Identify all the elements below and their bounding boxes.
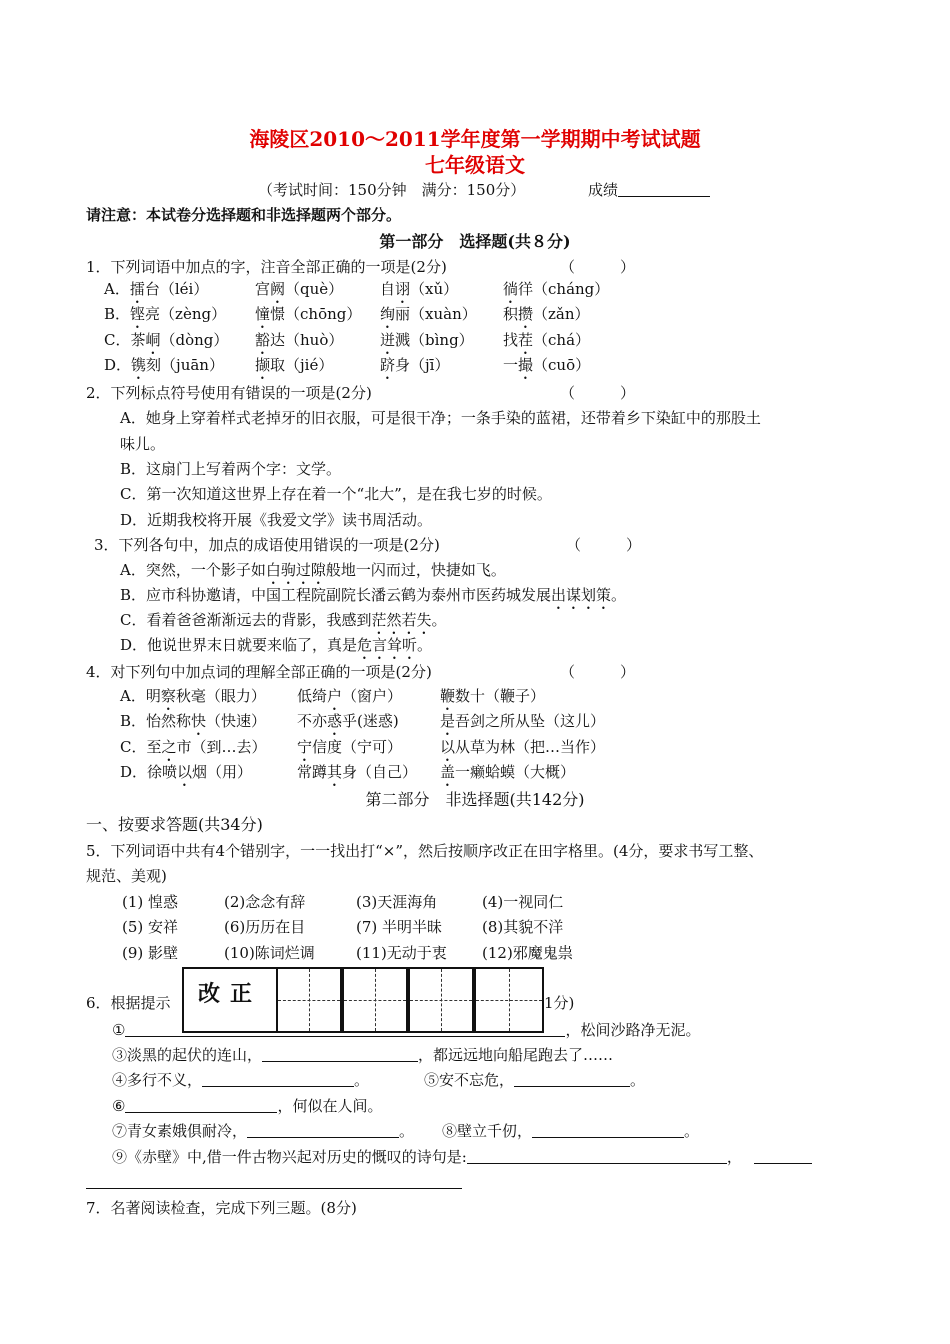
q1-option-0-1: [255, 279, 343, 307]
q1-option-2-1: [255, 330, 343, 358]
q1-dotted-char: 镌: [131, 356, 147, 374]
q5-word[interactable]: (12)邪魔鬼祟: [482, 944, 573, 962]
q1-word-post: 憬（chōng）: [270, 305, 362, 323]
q6-blank-3[interactable]: [262, 1045, 418, 1062]
q3-b-dotted: 出谋划策: [551, 586, 612, 604]
q1-option-2-0: [104, 330, 228, 358]
q1-option-3-0: [104, 355, 224, 383]
exam-info: （考试时间：150分钟 满分：150分）: [258, 181, 526, 199]
q3-stem: 3．下列各句中，加点的成语使用错误的一项是(2分): [94, 536, 440, 554]
q3-a-dotted: 白驹过隙: [265, 561, 326, 579]
q4-word-pre: A．明: [120, 687, 161, 705]
q6-blank-9b[interactable]: [754, 1147, 812, 1164]
q3-d-dotted: 危言耸听: [357, 636, 418, 654]
q5-word[interactable]: (9) 影壁: [122, 944, 179, 962]
q1-option-0-0: [104, 279, 208, 307]
section1-heading: 一、按要求答题(共34分): [86, 815, 263, 834]
q1-word-post: （cuō）: [533, 356, 591, 374]
q4-word-post: （窗户）: [342, 687, 403, 705]
q4-word-post: 信度（宁可）: [312, 738, 403, 756]
exam-note: 请注意：本试卷分选择题和非选择题两个部分。: [86, 206, 402, 224]
q4-dotted-char: 之: [161, 738, 177, 756]
q6-l3-text: ③淡黑的起伏的连山，: [112, 1046, 263, 1064]
grid-cell-2[interactable]: [342, 967, 408, 1033]
q4-option-3-2: [440, 762, 575, 790]
q6-l6-text: ，何似在人间。: [277, 1097, 383, 1115]
q6-stem-end: 1分): [544, 994, 575, 1012]
q3-option-b: [120, 585, 626, 613]
q4-word-pre: 不亦: [297, 712, 328, 730]
q1-word-pre: A．: [104, 280, 130, 298]
q1-word-post: （xǔ）: [410, 280, 459, 298]
q4-dotted-char: 户: [327, 687, 343, 705]
q6-line-9: [112, 1147, 812, 1167]
q6-line-5: [424, 1070, 645, 1090]
q6-blank-4[interactable]: [202, 1070, 354, 1087]
q1-dotted-char: 铿: [130, 305, 146, 323]
q6-l7-text: ⑦青女素娥俱耐冷，: [112, 1122, 248, 1140]
q1-option-2-3: [503, 330, 590, 358]
q1-dotted-char: 撮: [518, 356, 534, 374]
q6-line-6: [112, 1096, 382, 1116]
q1-dotted-char: 茬: [518, 331, 534, 349]
q6-blank-7[interactable]: [247, 1121, 399, 1138]
q1-dotted-char: 阙: [270, 280, 286, 298]
q1-dotted-char: 迸: [380, 331, 396, 349]
q6-line-7: [112, 1121, 414, 1141]
q4-dotted-char: 鞭: [440, 687, 456, 705]
q1-option-0-2: [380, 279, 458, 307]
q4-word-post: 身（自己）: [342, 763, 418, 781]
q4-word-pre: D．徐喷: [120, 763, 178, 781]
q4-stem: 4．对下列句中加点词的理解全部正确的一项是(2分): [86, 663, 432, 681]
q3-a-post: 般地一闪而过，快捷如飞。: [325, 561, 506, 579]
q4-option-2-0: [120, 737, 267, 765]
q4-dotted-char: 快: [191, 712, 207, 730]
q4-option-3-0: [120, 762, 252, 790]
part2-heading: 第二部分 非选择题(共142分): [365, 790, 585, 809]
q1-dotted-char: 峒: [145, 331, 161, 349]
q4-word-post: 吾剑之所从坠（这儿）: [455, 712, 606, 730]
q4-word-pre: C．至: [120, 738, 162, 756]
q4-word-post: 一癞蛤蟆（大概）: [455, 763, 576, 781]
q1-word-post: 丽（xuàn）: [395, 305, 477, 323]
q4-word-post: 秋毫（眼力）: [175, 687, 266, 705]
q4-word-post: 从草为林（把…当作）: [455, 738, 606, 756]
q3-c-post: 。: [431, 611, 447, 629]
q6-l9-comma: ，: [726, 1148, 742, 1166]
q2-option-a-cont: 味儿。: [120, 435, 166, 453]
q1-word-pre: 一: [503, 356, 519, 374]
q4-word-post: 市（到…去）: [176, 738, 267, 756]
q4-word-post: （快速）: [206, 712, 267, 730]
q6-line-4: [112, 1070, 369, 1090]
q3-a-pre: A．突然，一个影子如: [120, 561, 266, 579]
q5-word[interactable]: (6)历历在目: [224, 918, 306, 936]
q1-dotted-char: 擂: [129, 280, 145, 298]
q1-word-post: 身（jī）: [395, 356, 450, 374]
part1-heading: 第一部分 选择题(共８分): [379, 232, 571, 251]
q5-word[interactable]: (10)陈词烂调: [224, 944, 315, 962]
q1-option-1-3: [503, 304, 590, 332]
q3-d-post: 。: [417, 636, 433, 654]
q1-option-3-1: [255, 355, 333, 383]
q5-word[interactable]: (5) 安祥: [122, 918, 179, 936]
q5-word[interactable]: (3)天涯海角: [356, 893, 438, 911]
q1-answer-paren[interactable]: （ ）: [560, 258, 636, 276]
q2-stem: 2．下列标点符号使用有错误的一项是(2分): [86, 384, 372, 402]
q3-c-pre: C．看着爸爸渐渐远去的背影，我感到: [120, 611, 372, 629]
q5-word[interactable]: (4)一视同仁: [482, 893, 564, 911]
q6-line-3: [112, 1045, 613, 1065]
q2-option-a: A．她身上穿着样式老掉牙的旧衣服，可是很干净；一条手染的蓝裙，还带着乡下染缸中的那股土: [120, 409, 761, 427]
q1-option-3-3: [503, 355, 590, 383]
q5-word[interactable]: (7) 半明半昧: [356, 918, 443, 936]
q3-b-pre: B．应市科协邀请，中国工程院副院长潘云鹤为泰州市医药城发展: [120, 586, 552, 604]
q1-word-post: （chá）: [533, 331, 591, 349]
q5-stem: 5．下列词语中共有4个错别字，一一找出打“×”，然后按顺序改正在田字格里。(4分，要求书写工整、: [86, 842, 764, 860]
q6-stem: 6．根据提示: [86, 994, 171, 1012]
grid-cell-4[interactable]: [474, 967, 544, 1033]
q4-word-post: 乎(迷惑): [342, 712, 399, 730]
q1-dotted-char: 徜: [503, 280, 519, 298]
q2-option-c: C．第一次知道这世界上存在着一个“北大”，是在我七岁的时候。: [120, 485, 552, 503]
q1-option-0-3: [503, 279, 609, 307]
q1-word-post: （dòng）: [160, 331, 229, 349]
q4-dotted-char: 察: [160, 687, 176, 705]
q1-word-pre: 找: [503, 331, 519, 349]
q1-word-post: 徉（cháng）: [518, 280, 610, 298]
q4-dotted-char: 其: [327, 763, 343, 781]
q6-blank-9c[interactable]: [86, 1172, 462, 1189]
q6-l1-num: ①: [112, 1021, 126, 1039]
q4-dotted-char: 宁: [297, 738, 313, 756]
q4-option-1-1: [297, 711, 399, 739]
q1-dotted-char: 憧: [255, 305, 271, 323]
q4-word-pre: 常蹲: [297, 763, 328, 781]
correction-grid-label: 改正: [182, 967, 278, 1033]
q1-option-1-0: [104, 304, 226, 332]
q4-option-1-0: [120, 711, 266, 739]
q4-word-pre: 低绮: [297, 687, 328, 705]
q5-word[interactable]: (2)念念有辞: [224, 893, 306, 911]
q1-dotted-char: 绚: [380, 305, 396, 323]
q4-option-3-1: [297, 762, 417, 790]
q2-answer-paren[interactable]: （ ）: [560, 384, 636, 402]
q6-l8-end: 。: [684, 1122, 700, 1140]
q1-word-pre: 积: [503, 305, 519, 323]
q7-stem: 7．名著阅读检查，完成下列三题。(8分): [86, 1199, 357, 1217]
q4-dotted-char: 以: [440, 738, 456, 756]
q6-line-8: [442, 1121, 699, 1141]
q1-word-post: 取（jié）: [270, 356, 334, 374]
q5-word[interactable]: (8)其貌不洋: [482, 918, 564, 936]
q4-option-2-1: [297, 737, 402, 765]
q6-line-9-cont: [86, 1172, 462, 1192]
q3-c-dotted: 茫然若失: [371, 611, 432, 629]
q6-blank-9a[interactable]: [467, 1147, 727, 1164]
q3-answer-paren[interactable]: （ ）: [566, 536, 642, 554]
q4-dotted-char: 惑: [327, 712, 343, 730]
q6-l8-text: ⑧壁立千仞，: [442, 1122, 533, 1140]
q4-option-0-0: [120, 686, 266, 714]
q4-word-post: 数十（鞭子）: [455, 687, 546, 705]
q4-option-1-2: [440, 711, 605, 739]
q3-d-pre: D．他说世界末日就要来临了，真是: [120, 636, 358, 654]
q1-word-pre: 宫: [255, 280, 271, 298]
q6-l4-end: 。: [354, 1071, 370, 1089]
q1-word-post: （zǎn）: [533, 305, 590, 323]
q1-option-3-2: [380, 355, 449, 383]
q6-l1-text: ，松间沙路净无泥。: [565, 1021, 701, 1039]
q1-word-post: 亮（zèng）: [145, 305, 227, 323]
q2-option-d: D．近期我校将开展《我爱文学》读书周活动。: [120, 511, 433, 529]
q4-option-0-2: [440, 686, 545, 714]
q1-word-pre: D．: [104, 356, 132, 374]
q6-l5-end: 。: [630, 1071, 646, 1089]
q1-dotted-char: 撷: [255, 356, 271, 374]
q4-dotted-char: 是: [440, 712, 456, 730]
q4-word-post: 烟（用）: [192, 763, 253, 781]
q6-l7-end: 。: [399, 1122, 415, 1140]
q3-option-c: [120, 610, 447, 638]
q6-l9-text: ⑨《赤壁》中,借一件古物兴起对历史的慨叹的诗句是:: [112, 1148, 467, 1166]
q1-word-post: 刻（juān）: [146, 356, 224, 374]
grid-cell-1[interactable]: [276, 967, 342, 1033]
q1-dotted-char: 攒: [518, 305, 534, 323]
q1-option-1-1: [255, 304, 361, 332]
q1-dotted-char: 跻: [380, 356, 396, 374]
q6-blank-6[interactable]: [125, 1096, 277, 1113]
q1-dotted-char: 诩: [395, 280, 411, 298]
q1-word-post: 台（léi）: [144, 280, 209, 298]
q1-option-1-2: [380, 304, 477, 332]
q4-option-0-1: [297, 686, 402, 714]
q1-word-post: 达（huò）: [270, 331, 344, 349]
q1-word-post: 溅（bìng）: [395, 331, 474, 349]
q4-dotted-char: 盖: [440, 763, 456, 781]
q2-option-b: B．这扇门上写着两个字：文学。: [120, 460, 342, 478]
q5-stem-cont: 规范、美观): [86, 867, 167, 885]
q1-option-2-2: [380, 330, 474, 358]
q4-dotted-char: 以: [177, 763, 193, 781]
score-field[interactable]: [588, 180, 710, 200]
q1-word-pre: 自: [380, 280, 396, 298]
q3-option-d: [120, 635, 432, 663]
q6-l4-text: ④多行不义，: [112, 1071, 203, 1089]
q6-blank-8[interactable]: [532, 1121, 684, 1138]
q1-stem: 1．下列词语中加点的字，注音全部正确的一项是(2分): [86, 258, 447, 276]
exam-subtitle: 七年级语文: [425, 153, 525, 177]
q3-option-a: [120, 560, 506, 588]
q4-answer-paren[interactable]: （ ）: [560, 663, 636, 681]
q6-blank-5[interactable]: [514, 1070, 630, 1087]
q3-b-post: 。: [611, 586, 627, 604]
q6-l3-tail: ，都远远地向船尾跑去了……: [418, 1046, 614, 1064]
q5-word[interactable]: (11)无动于衷: [356, 944, 447, 962]
q6-l5-text: ⑤安不忘危，: [424, 1071, 515, 1089]
q1-dotted-char: 豁: [255, 331, 271, 349]
correction-grid: [182, 967, 544, 1033]
q6-l6-num: ⑥: [112, 1097, 126, 1115]
q1-word-pre: C．茶: [104, 331, 146, 349]
q1-word-pre: B．: [104, 305, 131, 323]
score-label: 成绩: [588, 181, 619, 199]
q5-word[interactable]: (1) 惶惑: [122, 893, 179, 911]
q4-word-pre: B．怡然称: [120, 712, 192, 730]
q4-option-2-2: [440, 737, 605, 765]
q1-word-post: （què）: [285, 280, 344, 298]
grid-cell-3[interactable]: [408, 967, 474, 1033]
exam-title: 海陵区2010～2011学年度第一学期期中考试试题: [249, 127, 701, 151]
